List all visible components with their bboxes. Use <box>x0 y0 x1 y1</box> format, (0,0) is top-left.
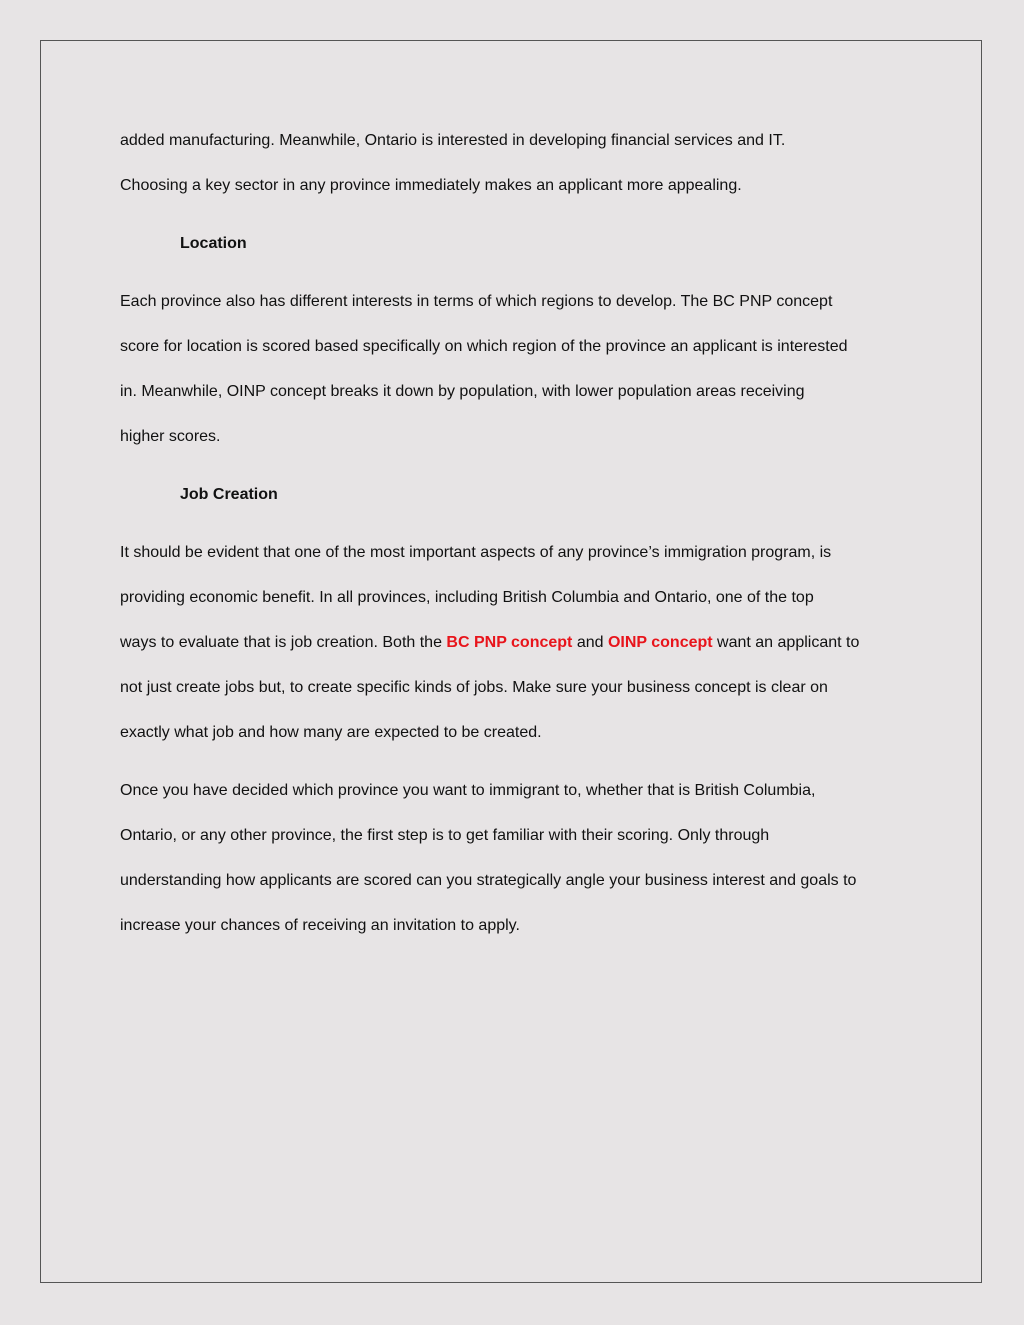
intro-line-2: Choosing a key sector in any province immediately makes an applicant more appealing. <box>120 177 742 194</box>
job-creation-line-2: providing economic benefit. In all provinces, including British Columbia and Ontario, one of the top <box>120 589 814 606</box>
conclusion-line-3: understanding how applicants are scored can you strategically angle your business interest and goals to <box>120 872 857 889</box>
job-creation-line-3-mid: and <box>572 634 608 651</box>
location-line-2: score for location is scored based specifically on which region of the province an applicant is interested <box>120 338 848 355</box>
conclusion-line-1: Once you have decided which province you want to immigrant to, whether that is British Columbia, <box>120 782 816 799</box>
location-line-4: higher scores. <box>120 428 221 445</box>
document-body <box>120 118 910 948</box>
conclusion-line-2: Ontario, or any other province, the first step is to get familiar with their scoring. Only through <box>120 827 770 844</box>
job-creation-line-5: exactly what job and how many are expected to be created. <box>120 724 542 741</box>
location-line-3: in. Meanwhile, OINP concept breaks it down by population, with lower population areas receiving <box>120 383 805 400</box>
intro-line-1: added manufacturing. Meanwhile, Ontario is interested in developing financial services and IT. <box>120 132 786 149</box>
conclusion-line-4: increase your chances of receiving an invitation to apply. <box>120 917 520 934</box>
oinp-concept-link[interactable]: OINP concept <box>607 634 713 651</box>
job-creation-line-3-post: want an applicant to <box>712 634 860 651</box>
bc-pnp-concept-link[interactable]: BC PNP concept <box>446 634 573 651</box>
job-creation-line-4: not just create jobs but, to create specific kinds of jobs. Make sure your business concept is clear on <box>120 679 828 696</box>
job-creation-line-1: It should be evident that one of the most important aspects of any province’s immigration program, is <box>120 544 832 561</box>
job-creation-line-3 <box>120 620 910 665</box>
section-heading-job-creation: Job Creation <box>180 486 278 503</box>
job-creation-line-3-pre: ways to evaluate that is job creation. Both the <box>120 634 447 651</box>
location-line-1: Each province also has different interests in terms of which regions to develop. The BC PNP concept <box>120 293 833 310</box>
section-heading-location: Location <box>180 235 247 252</box>
